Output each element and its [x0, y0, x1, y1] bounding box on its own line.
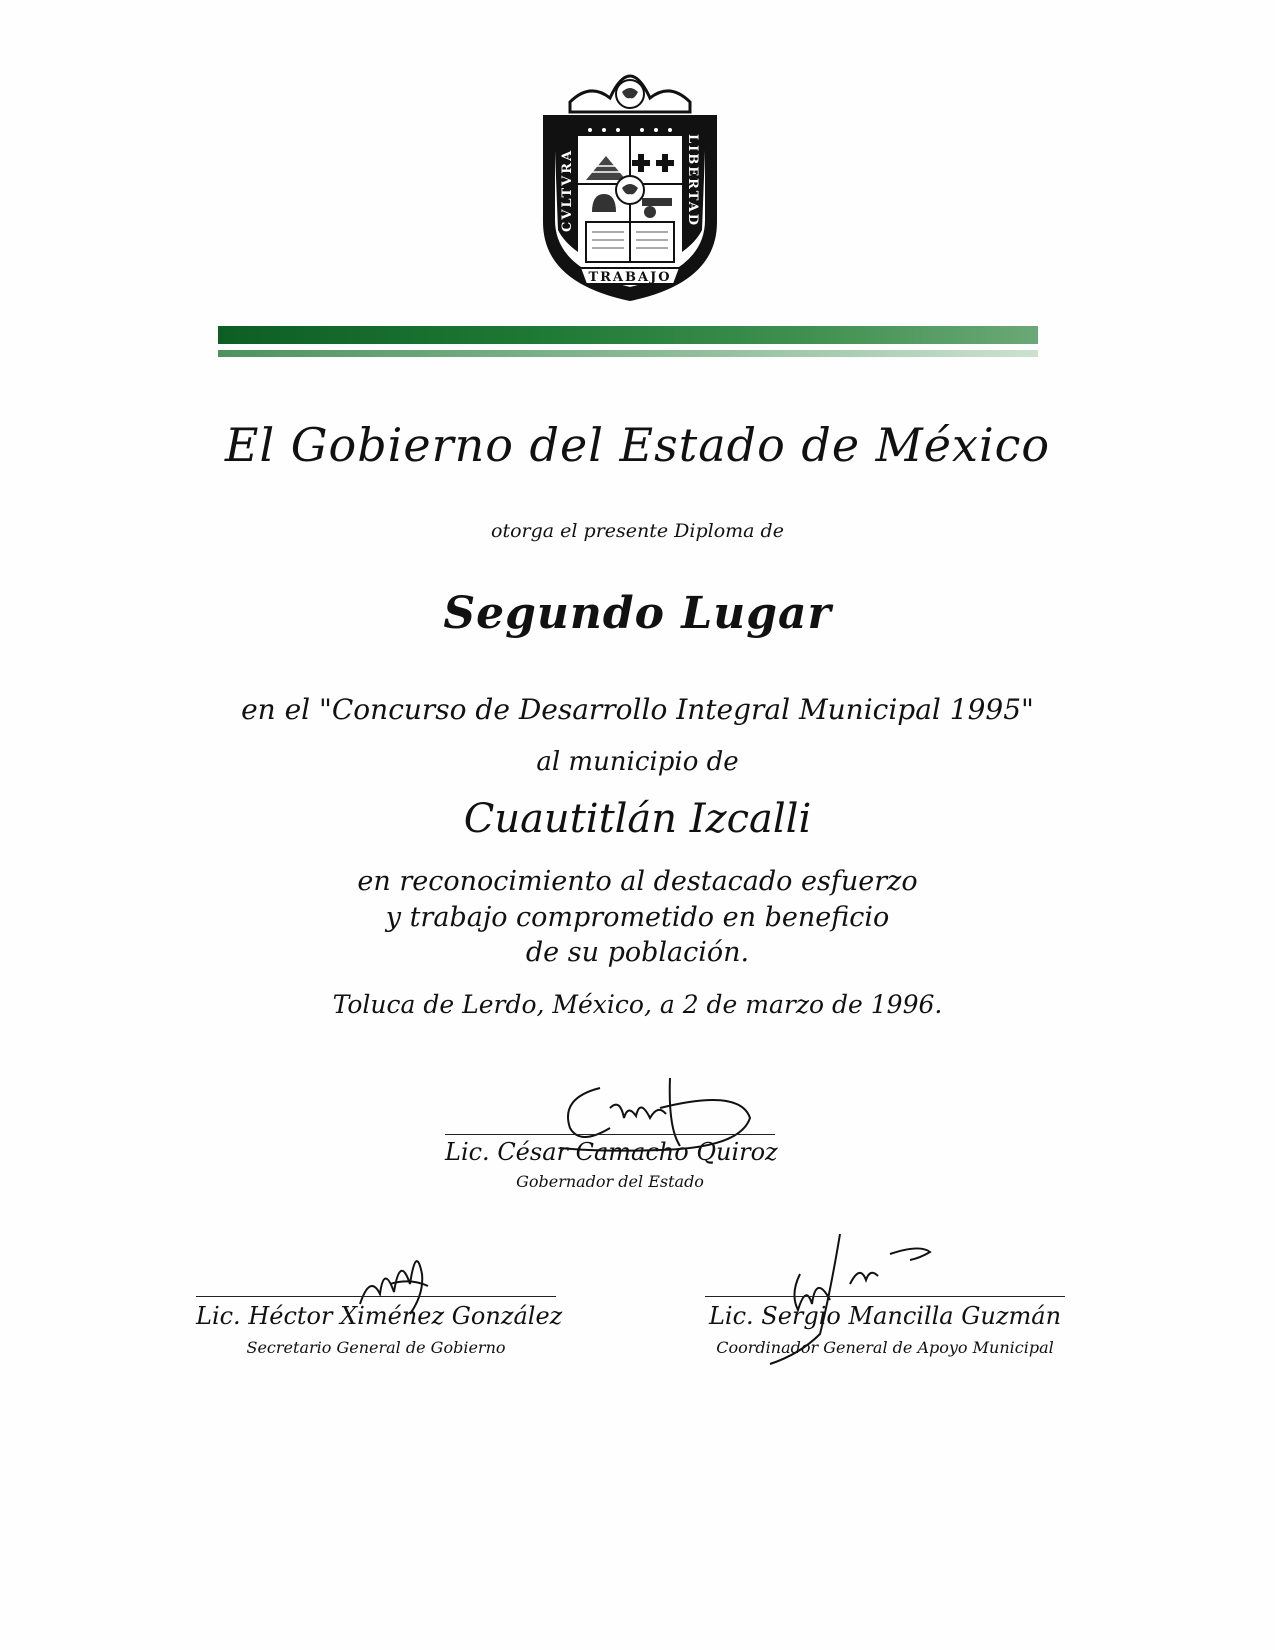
- thin-header-band: [218, 350, 1038, 357]
- governor-signature-line: [445, 1134, 775, 1135]
- secretary-signature-line: [196, 1296, 556, 1297]
- governor-role: Gobernador del Estado: [516, 1172, 704, 1191]
- diploma-subtitle: otorga el presente Diploma de: [491, 520, 784, 542]
- state-coat-of-arms: [530, 72, 730, 304]
- diploma-title: El Gobierno del Estado de México: [224, 418, 1051, 472]
- contest-name: en el "Concurso de Desarrollo Integral Municipal 1995": [241, 693, 1034, 726]
- recognition-line: y trabajo comprometido en beneficio: [385, 902, 890, 933]
- crest-motto-left: CVLTVRA: [560, 148, 575, 232]
- coordinator-signature-line: [705, 1296, 1065, 1297]
- recipient-municipality: Cuautitlán Izcalli: [463, 796, 812, 842]
- secretary-role: Secretario General de Gobierno: [246, 1338, 506, 1357]
- green-header-band: [218, 326, 1038, 344]
- crest-motto-bottom: TRABAJO: [588, 270, 672, 285]
- recognition-line: de su población.: [525, 937, 750, 968]
- secretary-name: Lic. Héctor Ximénez González: [196, 1302, 563, 1330]
- governor-name: Lic. César Camacho Quiroz: [445, 1138, 778, 1166]
- recognition-line: en reconocimiento al destacado esfuerzo: [357, 866, 918, 897]
- recipient-intro: al municipio de: [536, 747, 739, 777]
- award-title: Segundo Lugar: [443, 588, 832, 639]
- coordinator-role: Coordinador General de Apoyo Municipal: [716, 1338, 1054, 1357]
- place-and-date: Toluca de Lerdo, México, a 2 de marzo de 1996.: [332, 990, 943, 1019]
- crest-motto-right: LIBERTAD: [685, 134, 700, 228]
- coordinator-name: Lic. Sergio Mancilla Guzmán: [708, 1302, 1062, 1330]
